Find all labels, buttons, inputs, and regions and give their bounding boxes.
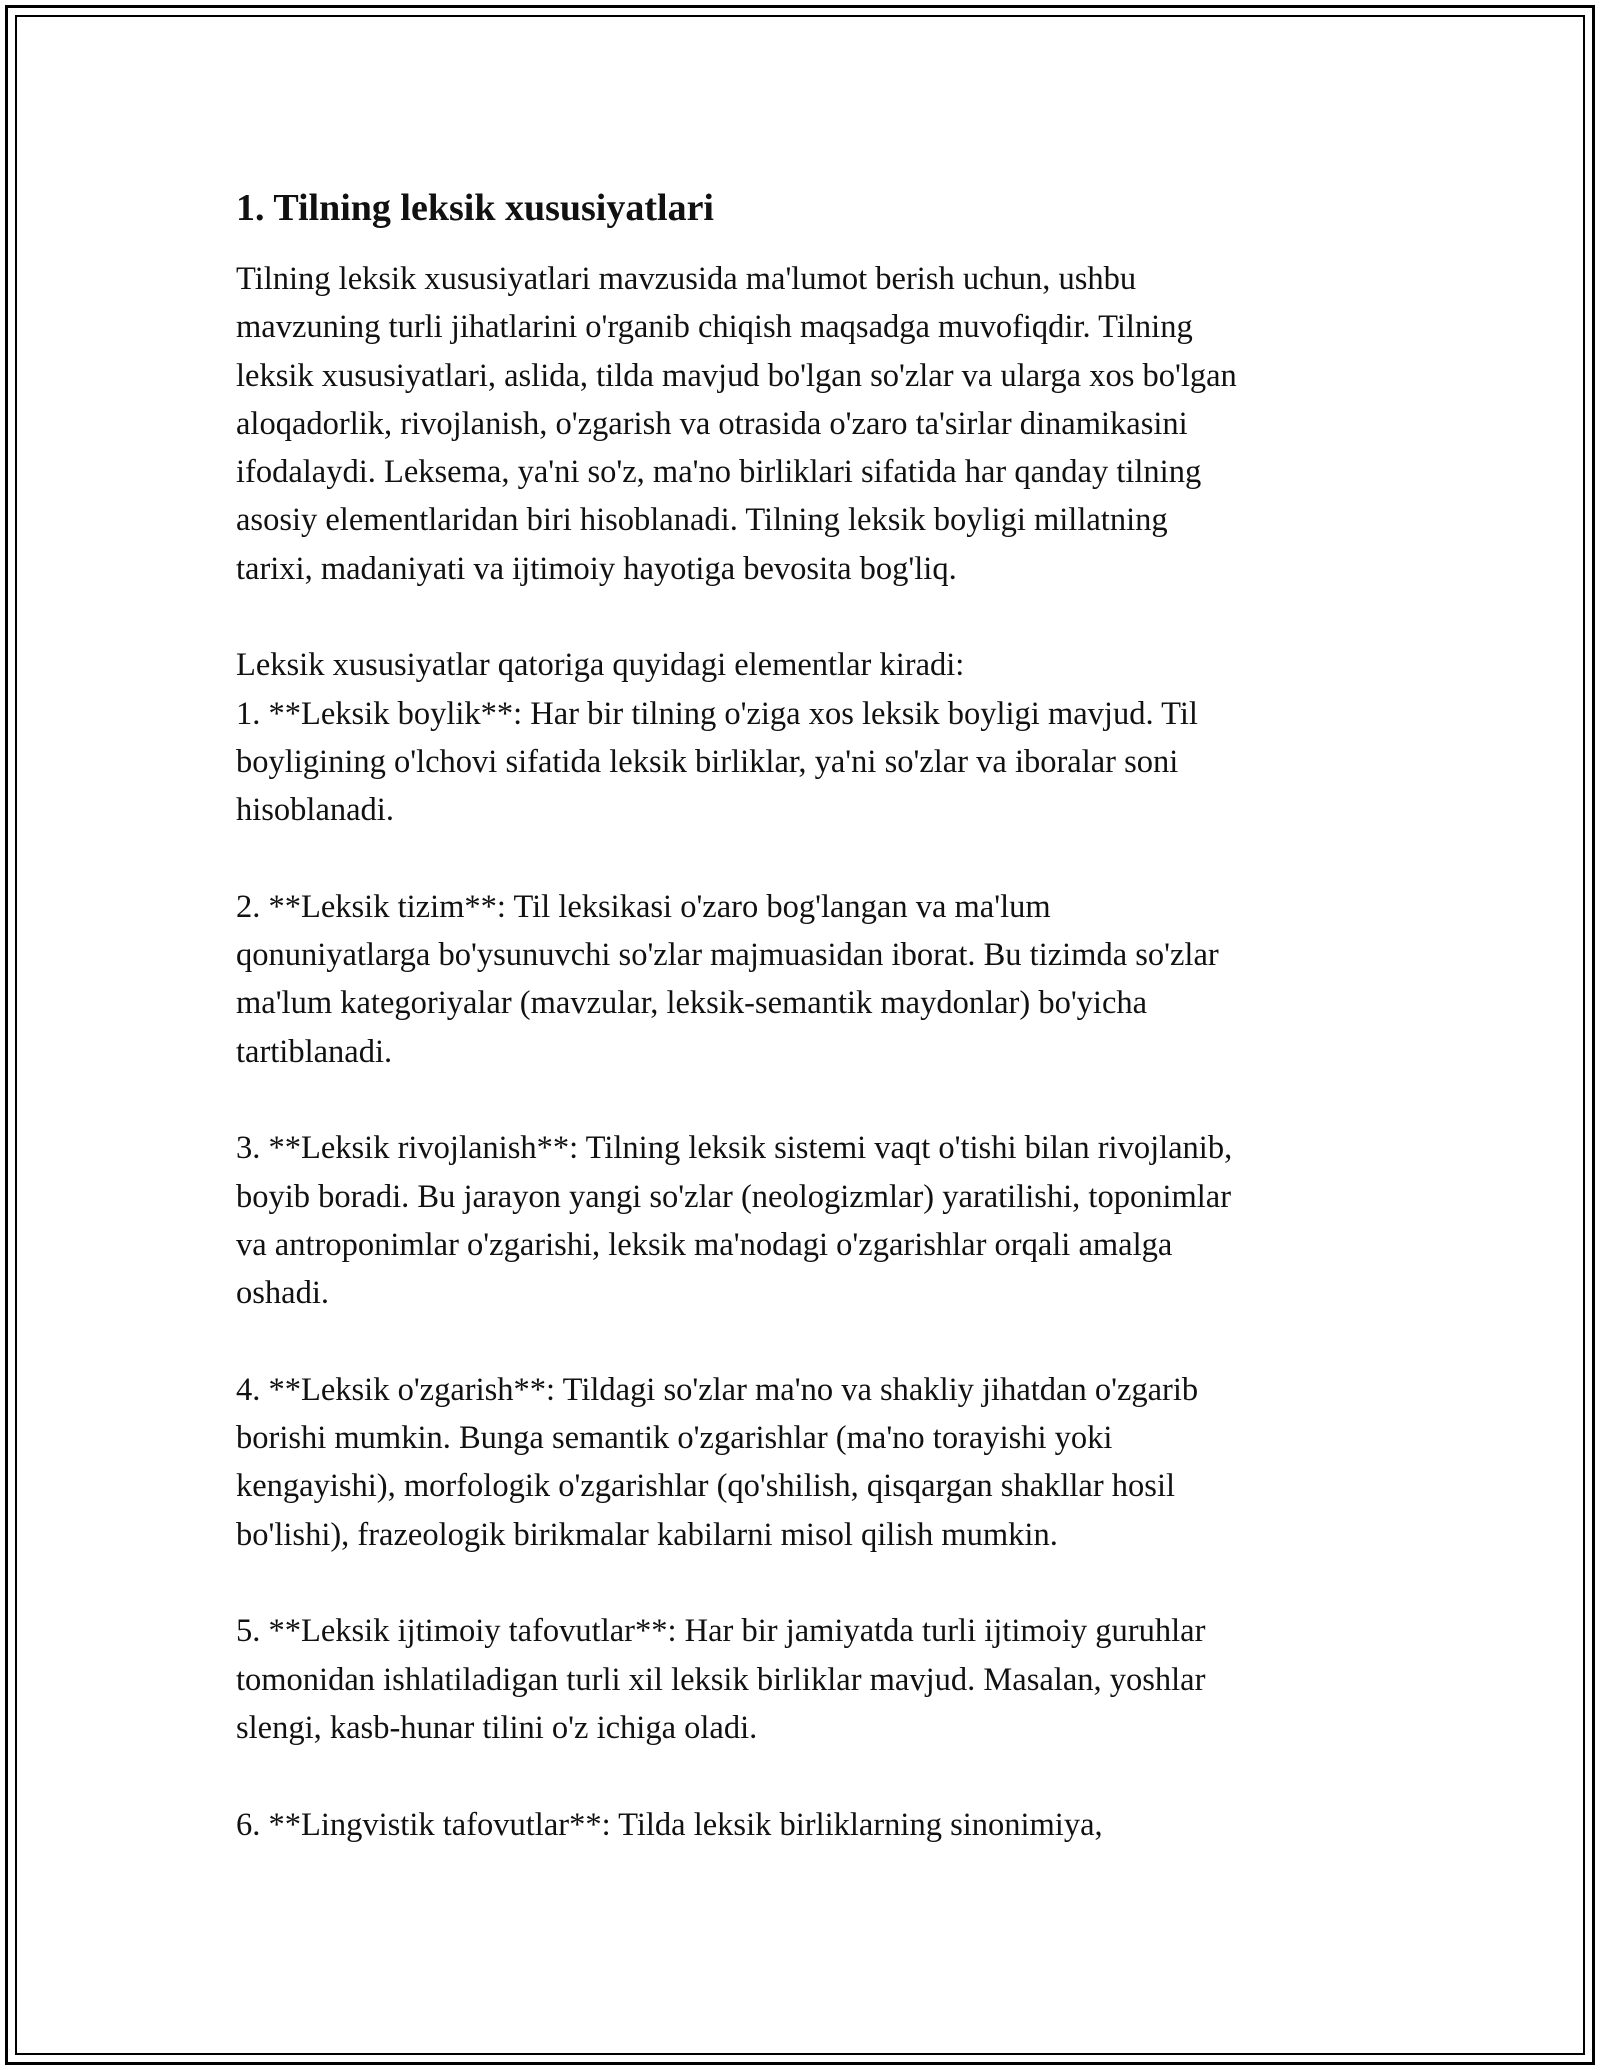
list-item-5: 5. **Leksik ijtimoiy tafovutlar**: Har bir jamiyatda turli ijtimoiy guruhlar tomonidan ishlatiladigan turli xil leksik birliklar mavjud. Masalan, yoshlar slengi, kasb-hunar tilini o'z ichiga oladi.: [236, 1613, 1206, 1746]
list-item-2: 2. **Leksik tizim**: Til leksikasi o'zaro bog'langan va ma'lum qonuniyatlarga bo'ysunuvchi so'zlar majmuasidan iborat. Bu tizimda so'zlar ma'lum kategoriyalar (mavzular, leksik-semantik maydonlar) bo'yicha tartiblanadi.: [236, 888, 1219, 1070]
document-body: [236, 185, 1386, 1849]
intro-paragraph: Tilning leksik xususiyatlari mavzusida ma'lumot berish uchun, ushbu mavzuning turli jihatlarini o'rganib chiqish maqsadga muvofiqdir. Tilning leksik xususiyatlari, aslida, tilda mavjud bo'lgan so'zlar va ularga xos bo'lgan aloqadorlik, rivojlanish, o'zgarish va otrasida o'zaro ta'sirlar dinamikasini ifodalaydi. Leksema, ya'ni so'z, ma'no birliklari sifatida har qanday tilning asosiy elementlaridan biri hisoblanadi. Tilning leksik boyligi millatning tarixi, madaniyati va ijtimoiy hayotiga bevosita bog'liq.: [236, 261, 1237, 587]
paragraph-spacer: [236, 1559, 1386, 1607]
list-lead-paragraph: Leksik xususiyatlar qatoriga quyidagi elementlar kiradi:: [236, 647, 965, 684]
paragraph-spacer: [236, 1318, 1386, 1366]
list-item-3: 3. **Leksik rivojlanish**: Tilning leksik sistemi vaqt o'tishi bilan rivojlanib, boyib boradi. Bu jarayon yangi so'zlar (neologizmlar) yaratilishi, toponimlar va antroponimlar o'zgarishi, leksik ma'nodagi o'zgarishlar orqali amalga oshadi.: [236, 1130, 1233, 1312]
list-item-6: 6. **Lingvistik tafovutlar**: Tilda leksik birliklarning sinonimiya,: [236, 1806, 1103, 1843]
paragraph-spacer: [236, 835, 1386, 883]
list-item-4: 4. **Leksik o'zgarish**: Tildagi so'zlar ma'no va shakliy jihatdan o'zgarib borishi mumkin. Bunga semantik o'zgarishlar (ma'no torayishi yoki kengayishi), morfologik o'zgarishlar (qo'shilish, qisqargan shakllar hosil bo'lishi), frazeologik birikmalar kabilarni misol qilish mumkin.: [236, 1371, 1199, 1553]
document-title: 1. Tilning leksik xususiyatlari: [236, 187, 714, 229]
list-item-1: 1. **Leksik boylik**: Har bir tilning o'ziga xos leksik boyligi mavjud. Til boyligining o'lchovi sifatida leksik birliklar, ya'ni so'zlar va iboralar soni hisoblanadi.: [236, 695, 1198, 829]
paragraph-spacer: [236, 1752, 1386, 1800]
paragraph-spacer: [236, 1076, 1386, 1124]
paragraph-spacer: [236, 593, 1386, 641]
